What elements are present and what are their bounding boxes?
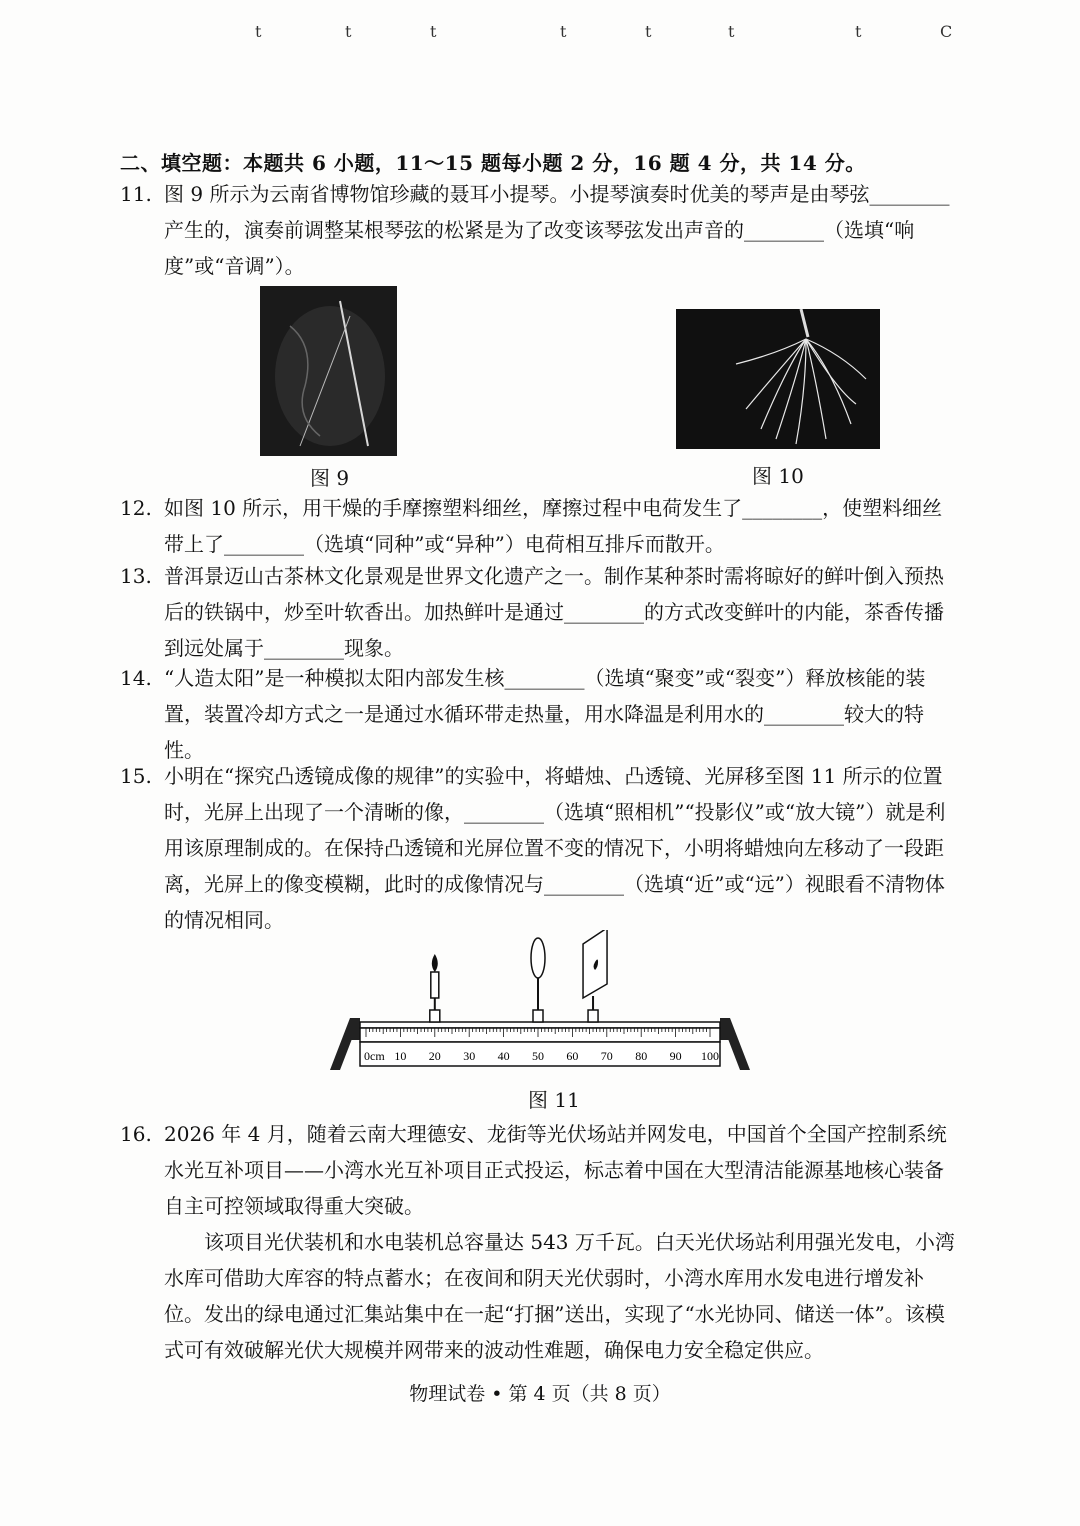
screen-holder	[588, 1010, 598, 1022]
question-number: 14.	[120, 666, 152, 690]
question-number: 16.	[120, 1122, 152, 1146]
question-text: “人造太阳”是一种模拟太阳内部发生核________（选填“聚变”或“裂变”）释放核能的装置，装置冷却方式之一是通过水循环带走热量，用水降温是利用水的________较大的特性。	[164, 666, 926, 762]
ruler-label: 100	[701, 1049, 719, 1063]
question-number: 12.	[120, 496, 152, 520]
figure-10-caption: 图 10	[752, 464, 804, 488]
ruler-label: 10	[394, 1049, 407, 1063]
convex-lens	[531, 938, 545, 978]
scan-mark: t	[255, 22, 262, 41]
candle-flame	[432, 954, 438, 972]
bench-rail	[360, 1022, 720, 1028]
ruler-label: 80	[635, 1049, 648, 1063]
scan-mark: t	[345, 22, 352, 41]
figure-11-optical-bench	[330, 930, 750, 1075]
candle-body	[431, 972, 439, 998]
question-number: 15.	[120, 764, 152, 788]
question-12	[120, 490, 960, 562]
question-15	[120, 758, 960, 938]
ruler-label: 70	[600, 1049, 613, 1063]
question-text: 小明在“探究凸透镜成像的规律”的实验中，将蜡烛、凸透镜、光屏移至图 11 所示的位置时，光屏上出现了一个清晰的像，________（选填“照相机”“投影仪”或“放大镜”）就是利用该原理制成的。在保持凸透镜和光屏位置不变的情况下，小明将蜡烛向左移动了一段距离，光屏上的像变模糊，此时的成像情况与________（选填“近”或“远”）视眼看不清物体的情况相同。	[164, 764, 946, 932]
question-number: 11.	[120, 182, 152, 206]
question-paragraph-1: 2026 年 4 月，随着云南大理德安、龙街等光伏场站并网发电，中国首个全国产控制系统水光互补项目——小湾水光互补项目正式投运，标志着中国在大型清洁能源基地核心装备自主可控领域取得重大突破。	[164, 1122, 947, 1218]
ruler-label: 0cm	[364, 1049, 385, 1063]
ruler-label: 40	[497, 1049, 510, 1063]
scan-mark: t	[728, 22, 735, 41]
ruler-label: 50	[532, 1049, 544, 1063]
page-footer: 物理试卷 • 第 4 页（共 8 页）	[409, 1383, 671, 1405]
question-11	[120, 176, 960, 284]
question-text: 图 9 所示为云南省博物馆珍藏的聂耳小提琴。小提琴演奏时优美的琴声是由琴弦________产生的，演奏前调整某根琴弦的松紧是为了改变该琴弦发出声音的________（选填“响度”或“音调”）。	[164, 182, 950, 278]
question-14	[120, 660, 960, 768]
scan-mark: t	[430, 22, 437, 41]
ruler-label: 60	[566, 1049, 579, 1063]
question-paragraph-2: 该项目光伏装机和水电装机总容量达 543 万千瓦。白天光伏场站利用强光发电，小湾水库可借助大库容的特点蓄水；在夜间和阴天光伏弱时，小湾水库用水发电进行增发补位。发出的绿电通过汇集站集中在一起“打捆”送出，实现了“水光协同、储送一体”。该模式可有效破解光伏大规模并网带来的波动性难题，确保电力安全稳定供应。	[164, 1230, 955, 1362]
ruler-label: 20	[428, 1049, 441, 1063]
scan-mark: C	[940, 22, 953, 41]
section-title: 二、填空题：本题共 6 小题，11～15 题每小题 2 分，16 题 4 分，共 14 分。	[120, 151, 866, 175]
scan-mark: t	[855, 22, 862, 41]
scan-mark: t	[645, 22, 652, 41]
scan-mark: t	[560, 22, 567, 41]
ruler-label: 30	[463, 1049, 476, 1063]
figure-11-caption: 图 11	[528, 1088, 580, 1112]
lens-holder	[533, 1010, 543, 1022]
figure-9-caption: 图 9	[310, 466, 350, 490]
question-text: 如图 10 所示，用干燥的手摩擦塑料细丝，摩擦过程中电荷发生了________，使塑料细丝带上了________（选填“同种”或“异种”）电荷相互排斥而散开。	[164, 496, 943, 556]
question-13	[120, 558, 960, 666]
question-number: 13.	[120, 564, 152, 588]
question-text: 普洱景迈山古茶林文化景观是世界文化遗产之一。制作某种茶时需将晾好的鲜叶倒入预热后的铁锅中，炒至叶软香出。加热鲜叶是通过________的方式改变鲜叶的内能，茶香传播到远处属于________现象。	[164, 564, 944, 660]
figure-9-violin-photo	[260, 286, 397, 456]
ruler-label: 90	[669, 1049, 682, 1063]
figure-10-strands-photo	[676, 309, 880, 449]
candle-holder	[430, 1010, 440, 1022]
question-16	[120, 1116, 960, 1368]
scan-marks	[240, 22, 960, 52]
